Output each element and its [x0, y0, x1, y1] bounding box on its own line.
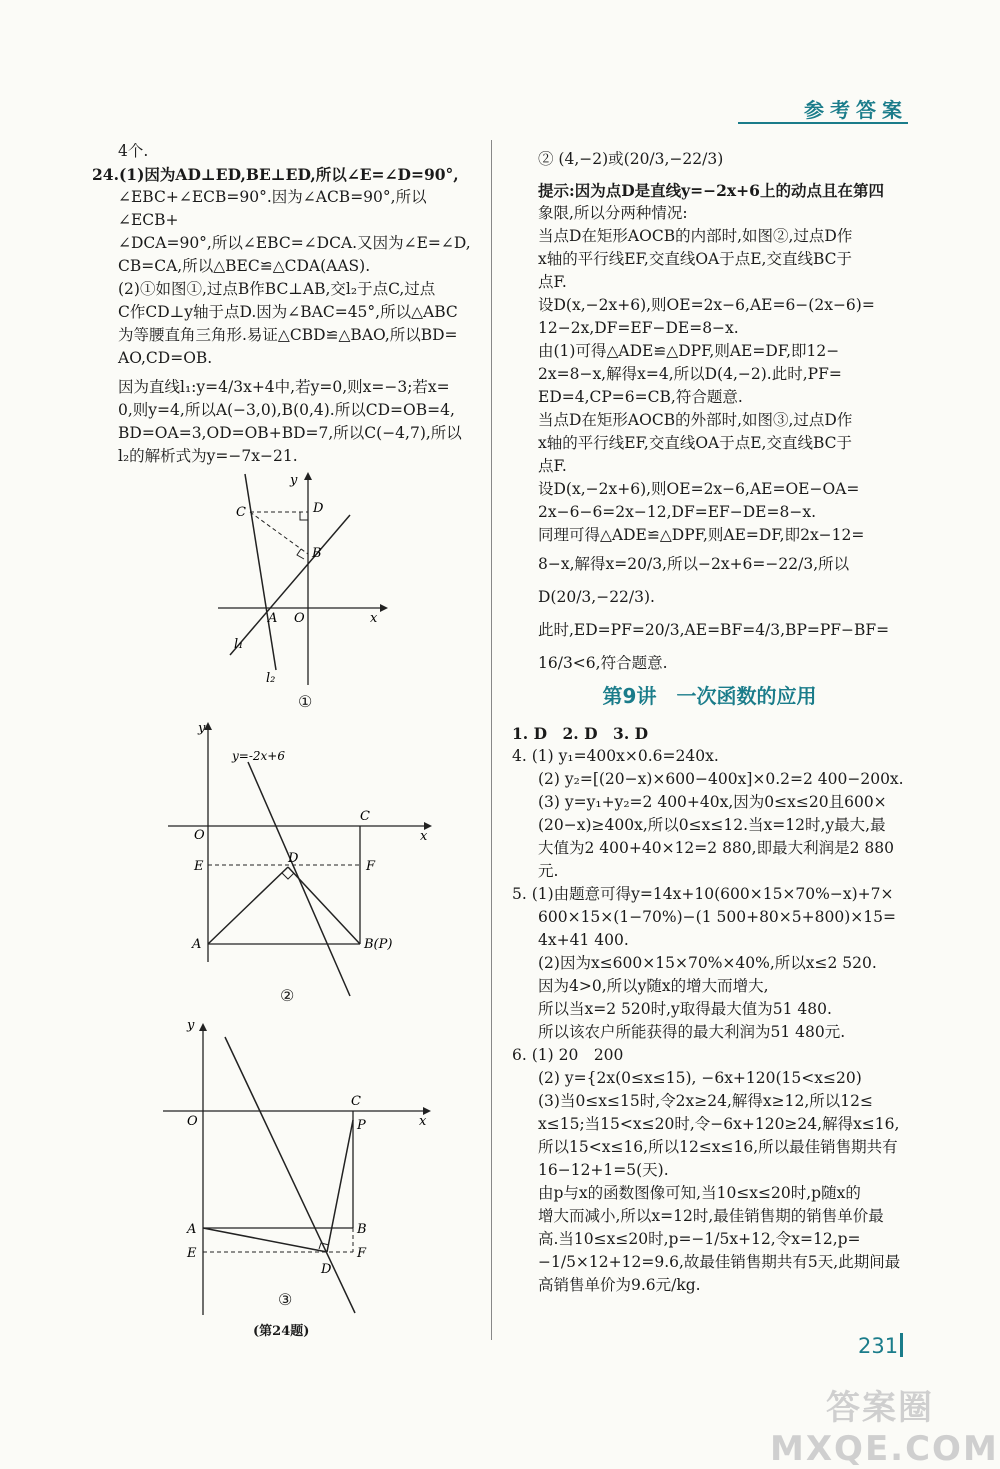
answer-line: (3) y=y₁+y₂=2 400+40x,因为0≤x≤20且600×: [538, 793, 887, 811]
label: y: [198, 721, 206, 736]
label: O: [194, 828, 205, 843]
text-line: 由(1)可得△ADE≌△DPF,则AE=DF,即12−: [538, 342, 840, 360]
left-column: [92, 140, 484, 468]
label: C: [351, 1094, 361, 1109]
label: C: [360, 809, 370, 824]
answer-line: 5. (1)由题意可得y=14x+10(600×15×70%−x)+7×: [512, 885, 894, 903]
right-angle-d: [282, 873, 294, 879]
figure-1: [200, 460, 400, 700]
text-line: 12−2x,DF=EF−DE=8−x.: [538, 319, 739, 337]
label: B: [312, 546, 322, 561]
text-line: CB=CA,所以△BEC≌△CDA(AAS).: [118, 257, 371, 275]
segment-ad: [208, 867, 288, 944]
text-line: 16/3<6,符合题意.: [538, 654, 668, 672]
label: D: [288, 851, 299, 866]
answer-line: (20−x)≥400x,所以0≤x≤12.当x=12时,y最大,最: [538, 816, 886, 834]
segment-ad: [203, 1228, 327, 1252]
text-line: 设D(x,−2x+6),则OE=2x−6,AE=6−(2x−6)=: [538, 296, 875, 314]
answer-line: 所以该农户所能获得的最大利润为51 480元.: [538, 1023, 846, 1041]
text-line: 点F.: [538, 273, 567, 291]
text-line: ∠EBC+∠ECB=90°.因为∠ACB=90°,所以∠ECB+: [118, 188, 427, 229]
answer-line: 4x+41 400.: [538, 931, 629, 949]
answer-line: 6. (1) 20 200: [512, 1046, 624, 1064]
page-number-bar: [900, 1333, 903, 1357]
label: l₁: [234, 637, 244, 652]
text-line: BD=OA=3,OD=OB+BD=7,所以C(−4,7),所以: [118, 424, 462, 442]
question-24-line: 24.(1)因为AD⊥ED,BE⊥ED,所以∠E=∠D=90°,: [92, 165, 459, 184]
text-line: 同理可得△ADE≌△DPF,则AE=DF,即2x−12=: [538, 526, 865, 544]
y-axis-arrow: [304, 472, 312, 480]
label: y: [187, 1018, 195, 1033]
label: x: [370, 611, 378, 626]
label: x: [420, 829, 428, 844]
figure-2-caption: ②: [280, 986, 295, 1005]
text-line: ② (4,−2)或(20/3,−22/3): [538, 150, 724, 168]
answer-line: 4. (1) y₁=400x×0.6=240x.: [512, 747, 719, 765]
text-line: (2)①如图①,过点B作BC⊥AB,交l₂于点C,过点: [118, 280, 436, 298]
text-line: 0,则y=4,所以A(−3,0),B(0,4).所以CD=OB=4,: [118, 401, 455, 419]
answer-line: 大值为2 400+40×12=2 880,即最大利润是2 880元.: [538, 839, 894, 880]
column-divider: [491, 140, 492, 1340]
text-line: 2x=8−x,解得x=4,所以D(4,−2).此时,PF=: [538, 365, 842, 383]
answer-line: 所以15<x≤16,所以12≤x≤16,所以最佳销售期共有: [538, 1138, 898, 1156]
line-l1: [230, 515, 350, 655]
answer-line: 1. D 2. D 3. D: [512, 724, 649, 743]
label: E: [187, 1246, 197, 1261]
answer-line: 所以当x=2 520时,y取得最大值为51 480.: [538, 1000, 832, 1018]
answer-line: 高.当10≤x≤20时,p=−1/5x+12,令x=12,p=: [538, 1230, 861, 1248]
answer-line: 因为4>0,所以y随x的增大而增大,: [538, 977, 769, 995]
watermark: 答案圈 MXQE.COM: [770, 1388, 999, 1469]
text-line: ∠DCA=90°,所以∠EBC=∠DCA.又因为∠E=∠D,: [118, 234, 471, 252]
segment-db: [288, 867, 360, 944]
header-title: 参考答案: [804, 98, 908, 122]
answer-line: (3)当0≤x≤15时,令2x≥24,解得x≥12,所以12≤: [538, 1092, 874, 1110]
segment-cb: [250, 512, 308, 554]
text-line: ED=4,CP=6=CB,符合题意.: [538, 388, 743, 406]
label: E: [194, 859, 204, 874]
text-line: 当点D在矩形AOCB的内部时,如图②,过点D作: [538, 227, 853, 245]
answer-line: (2) y={2x(0≤x≤15), −6x+120(15<x≤20): [538, 1069, 862, 1087]
label: P: [357, 1118, 366, 1133]
text-line: 为等腰直角三角形.易证△CBD≌△BAO,所以BD=: [118, 326, 458, 344]
label: D: [313, 501, 324, 516]
figure-1-caption: ①: [298, 692, 313, 711]
answer-line: −1/5×12+12=9.6,故最佳销售期共有5天,此期间最: [538, 1253, 901, 1271]
label: O: [294, 611, 305, 626]
segment-dp: [327, 1120, 353, 1252]
line-l2: [245, 474, 276, 670]
label: D: [321, 1262, 332, 1277]
header-rule: [738, 122, 908, 124]
text-line: 因为直线l₁:y=4/3x+4中,若y=0,则x=−3;若x=: [118, 378, 450, 396]
answer-line: 由p与x的函数图像可知,当10≤x≤20时,p随x的: [538, 1184, 861, 1202]
figure-3: [155, 1015, 445, 1320]
text-line: AO,CD=OB.: [118, 349, 213, 367]
text-line: 此时,ED=PF=20/3,AE=BF=4/3,BP=PF−BF=: [538, 621, 890, 639]
label: F: [366, 859, 376, 874]
text-line: D(20/3,−22/3).: [538, 588, 655, 606]
label: A: [192, 937, 202, 952]
label: F: [357, 1246, 367, 1261]
answer-line: 16−12+1=5(天).: [538, 1161, 669, 1179]
figure-2: [160, 712, 450, 1002]
answer-line: x≤15;当15<x≤20时,令−6x+120≥24,解得x≤16,: [538, 1115, 900, 1133]
text-line: 8−x,解得x=20/3,所以−2x+6=−22/3,所以: [538, 555, 850, 573]
line-y-eq: [225, 1037, 355, 1313]
label: y: [290, 473, 298, 488]
answer-line: (2) y₂=[(20−x)×600−400x]×0.2=2 400−200x.: [538, 770, 904, 788]
answer-line: 增大而减小,所以x=12时,最佳销售期的销售单价最: [538, 1207, 884, 1225]
figure-3-caption: ③: [278, 1290, 293, 1309]
figure-caption: (第24题): [253, 1324, 310, 1339]
right-angle-d: [300, 512, 308, 520]
text-line: 当点D在矩形AOCB的外部时,如图③,过点D作: [538, 411, 853, 429]
hint-line: 提示:因为点D是直线y=−2x+6上的动点且在第四: [538, 181, 884, 200]
lecture-title: 第9讲 一次函数的应用: [602, 684, 817, 708]
text-line: 点F.: [538, 457, 567, 475]
equation-label: y=-2x+6: [232, 749, 285, 763]
text-line: C作CD⊥y轴于点D.因为∠BAC=45°,所以△ABC: [118, 303, 458, 321]
right-column: [512, 148, 907, 1297]
label: A: [268, 611, 278, 626]
label: B: [357, 1222, 367, 1237]
answer-line: 600×15×(1−70%)−(1 500+80×5+800)×15=: [538, 908, 896, 926]
x-axis-arrow: [380, 604, 388, 612]
label: C: [236, 505, 246, 520]
text-line: 象限,所以分两种情况:: [538, 204, 688, 222]
text-line: 4个.: [118, 142, 149, 160]
text-line: x轴的平行线EF,交直线OA于点E,交直线BC于: [538, 434, 853, 452]
label: O: [187, 1114, 198, 1129]
text-line: 2x−6−6=2x−12,DF=EF−DE=8−x.: [538, 503, 817, 521]
page-number: 231: [858, 1334, 899, 1358]
label: x: [419, 1114, 427, 1129]
text-line: l₂的解析式为y=−7x−21.: [118, 447, 298, 465]
label: l₂: [266, 671, 276, 686]
label: B(P): [364, 937, 393, 952]
text-line: 设D(x,−2x+6),则OE=2x−6,AE=OE−OA=: [538, 480, 860, 498]
y-axis-arrow: [199, 1023, 207, 1031]
answer-line: 高销售单价为9.6元/kg.: [538, 1276, 701, 1294]
answer-line: (2)因为x≤600×15×70%×40%,所以x≤2 520.: [538, 954, 877, 972]
label: A: [187, 1222, 197, 1237]
text-line: x轴的平行线EF,交直线OA于点E,交直线BC于: [538, 250, 853, 268]
